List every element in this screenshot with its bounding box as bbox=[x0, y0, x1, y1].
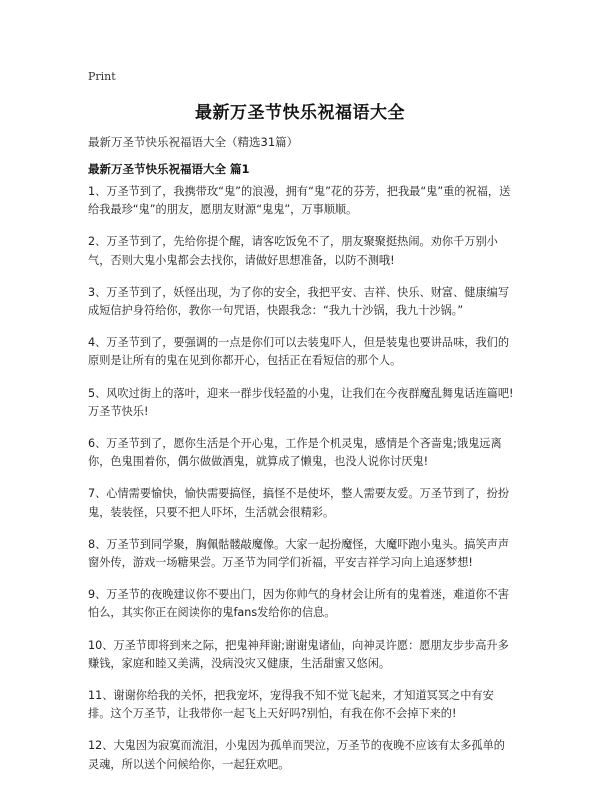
paragraph: 10、万圣节即将到来之际，把鬼神拜谢;谢谢鬼诸仙，向神灵许愿：愿朋友步步高升多赚钱，家庭和睦又美满，没病没灾又健康，生活甜蜜又悠闲。 bbox=[88, 638, 509, 670]
page-title: 最新万圣节快乐祝福语大全 bbox=[195, 103, 405, 123]
paragraph: 6、万圣节到了，愿你生活是个开心鬼，工作是个机灵鬼，感情是个吝啬鬼;饿鬼远离你，色鬼围着你，偶尔做做酒鬼，就算成了懒鬼，也没人说你讨厌鬼! bbox=[88, 437, 502, 469]
paragraph: 9、万圣节的夜晚建议你不要出门，因为你帅气的身材会让所有的鬼着迷，难道你不害怕么，其实你正在阅读你的鬼fans发给你的信息。 bbox=[88, 588, 510, 620]
paragraph: 11、谢谢你给我的关怀，把我宠坏，宠得我不知不觉飞起来，才知道冥冥之中有安排。这个万圣节，让我带你一起飞上天好吗?别怕，有我在你不会掉下来的! bbox=[88, 689, 494, 721]
paragraph: 2、万圣节到了，先给你提个醒，请客吃饭免不了，朋友聚聚挺热闹。劝你千万别小气，否则大鬼小鬼都会去找你，请做好思想准备，以防不测哦! bbox=[88, 235, 498, 267]
paragraph: 12、大鬼因为寂寞而流泪，小鬼因为孤单而哭泣，万圣节的夜晚不应该有太多孤单的灵魂，所以送个问候给你，一起狂欢吧。 bbox=[88, 739, 505, 771]
print-link[interactable]: Print bbox=[88, 70, 116, 83]
page-subtitle: 最新万圣节快乐祝福语大全（精选31篇） bbox=[88, 135, 299, 149]
paragraph: 5、风吹过街上的落叶，迎来一群步伐轻盈的小鬼，让我们在今夜群魔乱舞鬼话连篇吧!万圣节快乐! bbox=[88, 386, 514, 418]
section-heading: 最新万圣节快乐祝福语大全 篇1 bbox=[88, 162, 250, 176]
paragraph: 3、万圣节到了，妖怪出现，为了你的安全，我把平安、吉祥、快乐、财富、健康编写成短信护身符给你，教你一句咒语，快跟我念：“我九十沙锅，我九十沙锅。” bbox=[88, 285, 510, 318]
paragraph-list bbox=[88, 183, 516, 788]
paragraph: 8、万圣节到同学聚，胸佩骷髅敲魔像。大家一起扮魔怪，大魔吓跑小鬼头。搞笑声声窗外传，游戏一场糖果尝。万圣节为同学们祈福，平安吉祥学习向上追逐梦想! bbox=[88, 537, 510, 570]
paragraph: 7、心情需要愉快，愉快需要搞怪，搞怪不是使坏，整人需要友爱。万圣节到了，扮扮鬼，装装怪，只要不把人吓坏，生活就会很精彩。 bbox=[88, 487, 510, 519]
paragraph: 4、万圣节到了，要强调的一点是你们可以去装鬼吓人，但是装鬼也要讲品味，我们的原则是让所有的鬼在见到你都开心，包括正在看短信的那个人。 bbox=[88, 336, 510, 368]
paragraph: 1、万圣节到了，我携带玫“鬼”的浪漫，拥有“鬼”花的芬芳，把我最“鬼”重的祝福，送给我最珍“鬼”的朋友，愿朋友财源“鬼鬼”，万事顺顺。 bbox=[88, 185, 511, 217]
